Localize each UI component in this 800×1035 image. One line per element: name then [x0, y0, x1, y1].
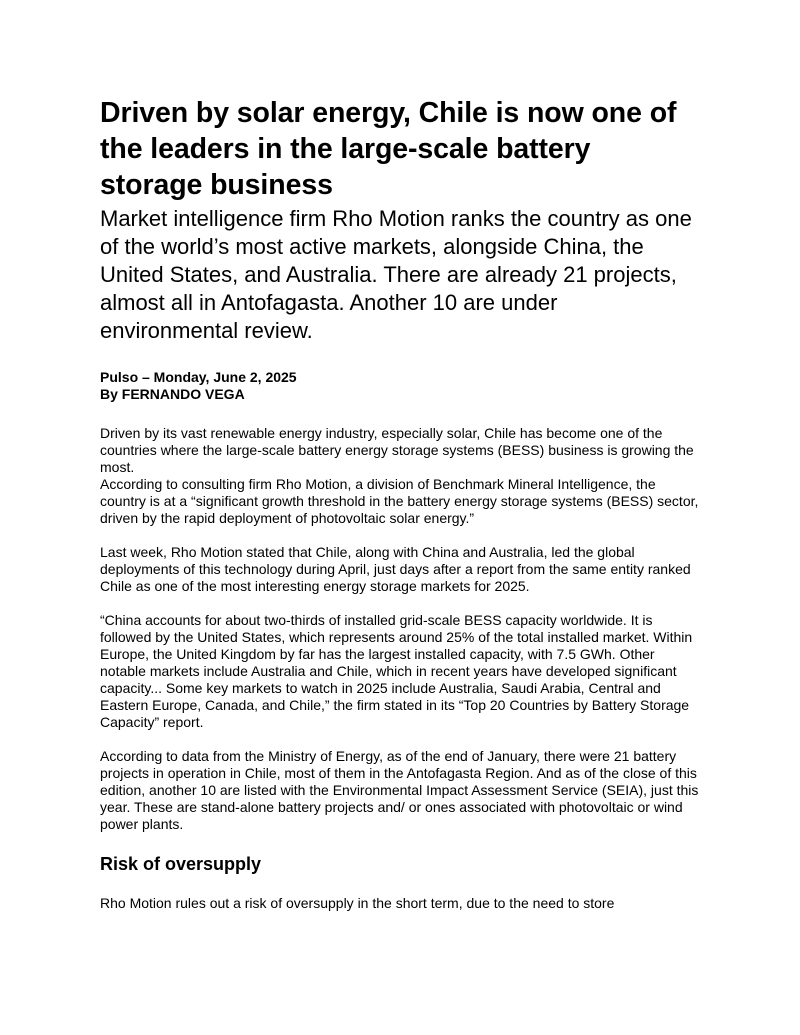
subheadline: Market intelligence firm Rho Motion ranks the country as one of the world’s most active markets, alongside China, the United States, and Australia. There are already 21 projects, almost all in Antofagasta. Another 10 are under environmental review.: [100, 206, 692, 343]
headline: Driven by solar energy, Chile is now one of the leaders in the large-scale battery storage business: [100, 97, 677, 201]
article-body: [100, 425, 700, 912]
paragraph: Last week, Rho Motion stated that Chile, along with China and Australia, led the global deployments of this technology during April, just days after a report from the same entity ranked Chile as one of the most interesting energy storage markets for 2025.: [100, 544, 691, 594]
author: By FERNANDO VEGA: [100, 386, 245, 402]
section-heading: Risk of oversupply: [100, 854, 262, 874]
paragraph: Rho Motion rules out a risk of oversupply in the short term, due to the need to store: [100, 895, 615, 911]
paragraph: Driven by its vast renewable energy industry, especially solar, Chile has become one of the countries where the large-scale battery energy storage systems (BESS) business is growing the most.: [100, 425, 694, 475]
article: [100, 95, 700, 912]
byline: [100, 369, 700, 403]
paragraph: According to data from the Ministry of Energy, as of the end of January, there were 21 battery projects in operation in Chile, most of them in the Antofagasta Region. And as of the close of this edition, another 10 are listed with the Environmental Impact Assessment Service (SEIA), just this year. These are stand-alone battery projects and/ or ones associated with photovoltaic or wind power plants.: [100, 748, 699, 832]
paragraph: According to consulting firm Rho Motion, a division of Benchmark Mineral Intelligence, the country is at a “significant growth threshold in the battery energy storage systems (BESS) sector, driven by the rapid deployment of photovoltaic solar energy.”: [100, 476, 699, 526]
paragraph: “China accounts for about two-thirds of installed grid-scale BESS capacity worldwide. It is followed by the United States, which represents around 25% of the total installed market. Within Europe, the United Kingdom by far has the largest installed capacity, with 7.5 GWh. Other notable markets include Australia and Chile, which in recent years have developed significant capacity... Some key markets to watch in 2025 include Australia, Saudi Arabia, Central and Eastern Europe, Canada, and Chile,” the firm stated in its “Top 20 Countries by Battery Storage Capacity” report.: [100, 612, 693, 730]
source-date: Pulso – Monday, June 2, 2025: [100, 369, 297, 385]
